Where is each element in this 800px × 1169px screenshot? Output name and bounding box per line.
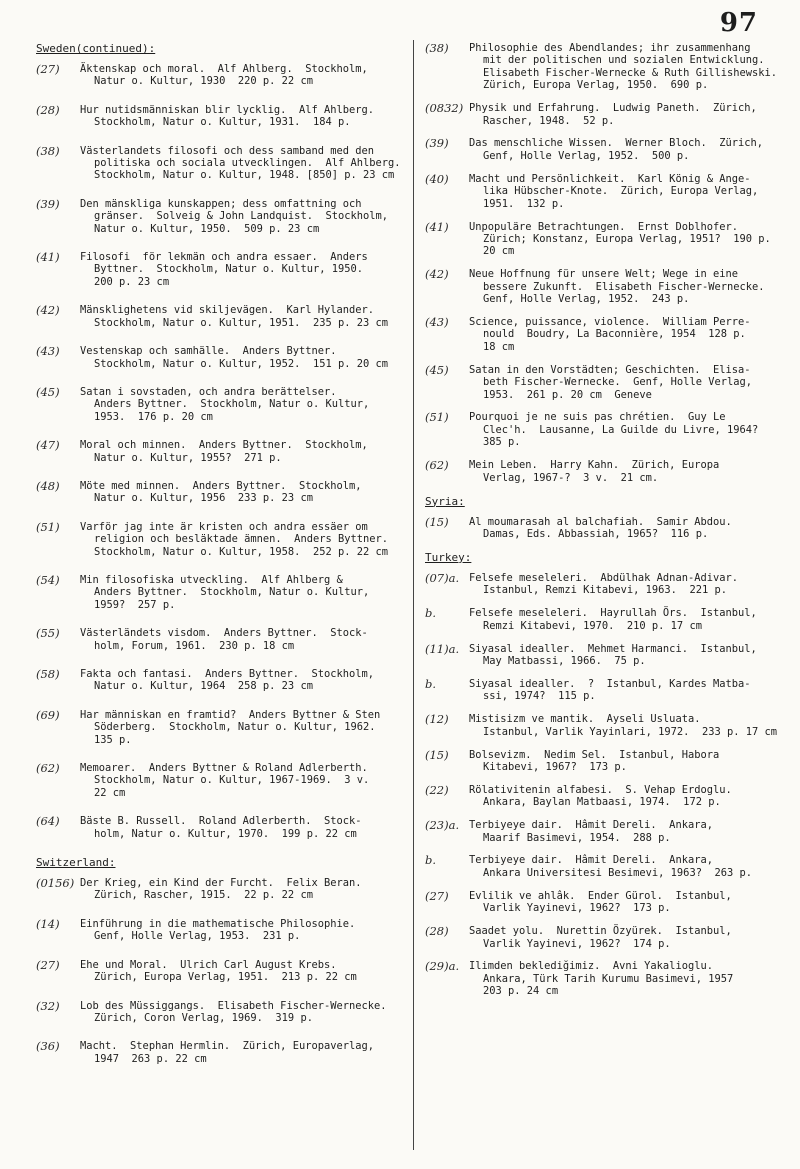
bibliography-entry [425, 960, 793, 997]
entry-imprint: Stockholm, Natur o. Kultur, 1931. 184 p. [94, 116, 351, 129]
entry-number: (55) [36, 626, 60, 641]
entry-imprint: Kitabevi, 1967? 173 p. [483, 760, 627, 773]
section-heading: Sweden(continued): [36, 42, 156, 55]
entry-number: (0156) [36, 876, 75, 891]
bibliography-entry [425, 516, 793, 541]
entry-title: Varför jag inte är kristen och andra essäer om [80, 520, 368, 533]
entry-imprint: Anders Byttner. Stockholm, Natur o. Kultur, 1959? 257 p. [94, 586, 370, 611]
bibliography-entry [36, 304, 406, 329]
bibliography-entry [425, 607, 793, 632]
entry-imprint: May Matbassi, 1966. 75 p. [483, 654, 646, 667]
column-divider [413, 40, 414, 1150]
entry-imprint: Genf, Holle Verlag, 1953. 231 p. [94, 930, 301, 943]
entry-title: Äktenskap och moral. Alf Ahlberg. Stockholm, [80, 63, 368, 75]
entry-imprint: bessere Zukunft. Elisabeth Fischer-Wernecke. Genf, Holle Verlag, 1952. 243 p. [483, 280, 765, 306]
entry-title: Lob des Müssiggangs. Elisabeth Fischer-Wernecke. [80, 999, 387, 1012]
entry-imprint: nould Boudry, La Baconnière, 1954 128 p. 18 cm [483, 328, 746, 353]
bibliography-entry [36, 815, 406, 840]
bibliography-entry [36, 521, 406, 558]
left-column [36, 42, 406, 1081]
bibliography-entry [36, 918, 406, 943]
entry-imprint: Rascher, 1948. 52 p. [483, 114, 615, 127]
entry-imprint: religion och besläktade ämnen. Anders Byttner. Stockholm, Natur o. Kultur, 1958. 252 p. 22 cm [94, 533, 389, 558]
entry-number: (27) [425, 888, 449, 903]
entry-number: (45) [425, 362, 449, 377]
entry-number: (38) [425, 41, 449, 55]
entry-number: b. [425, 853, 437, 868]
entry-imprint: mit der politischen und sozialen Entwicklung. Elisabeth Fischer-Wernecke & Ruth Gillishewski. Zürich, Europa Verlag, 1950. 690 p. [483, 54, 778, 92]
entry-imprint: lika Hübscher-Knote. Zürich, Europa Verlag, 1951. 132 p. [483, 185, 759, 210]
entry-title: Mistisizm ve mantik. Ayseli Usluata. [469, 713, 701, 726]
entry-imprint: Natur o. Kultur, 1930 220 p. 22 cm [94, 75, 313, 88]
entry-imprint: Varlik Yayinevi, 1962? 173 p. [483, 902, 671, 915]
bibliography-entry [36, 1000, 406, 1025]
bibliography-entry [425, 268, 793, 305]
entry-imprint: Clec'h. Lausanne, La Guilde du Livre, 1964? 385 p. [483, 423, 759, 449]
bibliography-entry [425, 316, 793, 353]
entry-title: Der Krieg, ein Kind der Furcht. Felix Beran. [80, 877, 362, 890]
entry-imprint: Zürich; Konstanz, Europa Verlag, 1951? 190 p. 20 cm [483, 232, 771, 258]
entry-number: (39) [36, 196, 60, 211]
entry-number: (48) [36, 478, 60, 493]
bibliography-entry [425, 819, 793, 844]
entry-title: Terbiyeye dair. Hâmit Dereli. Ankara, [469, 854, 713, 867]
entry-title: Mein Leben. Harry Kahn. Zürich, Europa [469, 459, 720, 472]
bibliography-entry [425, 713, 793, 738]
entry-title: Terbiyeye dair. Hâmit Dereli. Ankara, [469, 819, 713, 832]
entry-title: Bolsevizm. Nedim Sel. Istanbul, Habora [469, 748, 720, 761]
entry-imprint: Ankara Universitesi Besimevi, 1963? 263 p. [483, 866, 752, 879]
entry-title: Macht und Persönlichkeit. Karl König & Ange- [469, 172, 751, 185]
entry-imprint: gränser. Solveig & John Landquist. Stockholm, Natur o. Kultur, 1950. 509 p. 23 cm [94, 210, 389, 235]
entry-number: (27) [36, 62, 60, 76]
entry-number: (15) [425, 747, 449, 762]
entry-title: Siyasal idealler. ? Istanbul, Kardes Matba- [469, 677, 751, 690]
bibliography-entry [36, 959, 406, 984]
entry-imprint: Verlag, 1967-? 3 v. 21 cm. [483, 471, 659, 484]
entry-number: (12) [425, 712, 449, 727]
bibliography-entry [36, 668, 406, 693]
bibliography-entry [425, 173, 793, 210]
entry-title: Hur nutidsmänniskan blir lycklig. Alf Ahlberg. [80, 103, 375, 116]
section-heading: Turkey: [425, 550, 472, 564]
entry-title: Har människan en framtid? Anders Byttner & Sten [80, 708, 381, 721]
bibliography-entry [36, 762, 406, 799]
entry-imprint: politiska och sociala utvecklingen. Alf Ahlberg. Stockholm, Natur o. Kultur, 1948. [850] p. 23 cm [94, 157, 401, 182]
entry-number: (42) [425, 267, 449, 282]
entry-imprint: Ankara, Türk Tarih Kurumu Basimevi, 1957 203 p. 24 cm [483, 972, 734, 998]
bibliography-entry [425, 102, 793, 127]
entry-number: (62) [36, 761, 60, 776]
bibliography-entry [36, 574, 406, 611]
entry-imprint: Maarif Basimevi, 1954. 288 p. [483, 831, 671, 844]
bibliography-entry [425, 925, 793, 950]
entry-imprint: Söderberg. Stockholm, Natur o. Kultur, 1962. 135 p. [94, 721, 376, 746]
entry-imprint: Istanbul, Varlik Yayinlari, 1972. 233 p. 17 cm [483, 725, 778, 738]
entry-title: Möte med minnen. Anders Byttner. Stockholm, [80, 479, 362, 492]
bibliography-entry [425, 42, 793, 92]
entry-imprint: beth Fischer-Wernecke. Genf, Holle Verlag, 1953. 261 p. 20 cm Geneve [483, 376, 752, 401]
entry-title: Einführung in die mathematische Philosophie. [80, 917, 356, 930]
entry-title: Unpopuläre Betrachtungen. Ernst Doblhofer. [469, 220, 738, 233]
entry-number: (43) [425, 315, 449, 329]
entry-number: b. [425, 606, 437, 621]
bibliography-entry [36, 104, 406, 129]
entry-number: (28) [36, 102, 60, 117]
entry-title: Filosofi för lekmän och andra essaer. Anders [80, 251, 368, 264]
entry-title: Evlilik ve ahlâk. Ender Gürol. Istanbul, [469, 889, 732, 902]
entry-title: Satan in den Vorstädten; Geschichten. Elisa- [469, 363, 751, 376]
entry-title: Al moumarasah al balchafiah. Samir Abdou. [469, 515, 732, 528]
entry-imprint: Anders Byttner. Stockholm, Natur o. Kultur, 1953. 176 p. 20 cm [94, 398, 370, 423]
entry-title: Saadet yolu. Nurettin Özyürek. Istanbul, [469, 925, 732, 938]
entry-imprint: Natur o. Kultur, 1964 258 p. 23 cm [94, 680, 313, 693]
entry-title: Västerländets visdom. Anders Byttner. Stock- [80, 627, 368, 640]
entry-imprint: Damas, Eds. Abbassiah, 1965? 116 p. [483, 527, 709, 540]
entry-title: Physik und Erfahrung. Ludwig Paneth. Zürich, [469, 102, 757, 115]
bibliography-entry [36, 627, 406, 652]
entry-imprint: Byttner. Stockholm, Natur o. Kultur, 1950. 200 p. 23 cm [94, 263, 363, 288]
entry-title: Den mänskliga kunskappen; dess omfattning och [80, 197, 362, 210]
entry-number: (07)a. [425, 570, 460, 585]
bibliography-entry [425, 364, 793, 401]
entry-number: (39) [425, 136, 449, 151]
entry-number: (41) [425, 219, 449, 234]
entry-imprint: 1947 263 p. 22 cm [94, 1052, 207, 1065]
entry-imprint: Genf, Holle Verlag, 1952. 500 p. [483, 149, 690, 162]
entry-imprint: Stockholm, Natur o. Kultur, 1951. 235 p. 23 cm [94, 316, 389, 329]
entry-number: (58) [36, 667, 60, 681]
entry-title: Mänsklighetens vid skiljevägen. Karl Hylander. [80, 304, 375, 317]
bibliography-entry [36, 145, 406, 182]
bibliography-entry [425, 137, 793, 162]
entry-imprint: Stockholm, Natur o. Kultur, 1952. 151 p. 20 cm [94, 357, 389, 370]
entry-imprint: Zürich, Europa Verlag, 1951. 213 p. 22 cm [94, 971, 357, 984]
bibliography-entry [425, 890, 793, 915]
entry-number: (54) [36, 572, 60, 587]
entry-imprint: Zürich, Coron Verlag, 1969. 319 p. [94, 1011, 313, 1024]
entry-number: (47) [36, 438, 60, 453]
entry-title: Bäste B. Russell. Roland Adlerberth. Stock- [80, 815, 362, 828]
entry-title: Philosophie des Abendlandes; ihr zusammenhang [469, 42, 751, 54]
entry-title: Västerlandets filosofi och dess samband med den [80, 144, 375, 157]
entry-number: (11)a. [425, 641, 460, 656]
bibliography-entry [425, 749, 793, 774]
entry-number: (45) [36, 384, 60, 399]
entry-number: (51) [425, 410, 449, 425]
entry-number: (62) [425, 458, 449, 473]
entry-title: Vestenskap och samhälle. Anders Byttner. [80, 345, 337, 358]
entry-title: Min filosofiska utveckling. Alf Ahlberg & [80, 573, 343, 586]
entry-title: Neue Hoffnung für unsere Welt; Wege in eine [469, 268, 738, 281]
entry-number: (42) [36, 303, 60, 318]
entry-title: Moral och minnen. Anders Byttner. Stockholm, [80, 439, 368, 452]
entry-imprint: Ankara, Baylan Matbaasi, 1974. 172 p. [483, 796, 721, 809]
bibliography-entry [425, 221, 793, 258]
entry-imprint: Natur o. Kultur, 1956 233 p. 23 cm [94, 492, 313, 505]
entry-number: (27) [36, 957, 60, 972]
entry-number: (40) [425, 171, 449, 186]
entry-imprint: Istanbul, Remzi Kitabevi, 1963. 221 p. [483, 584, 727, 597]
entry-imprint: Remzi Kitabevi, 1970. 210 p. 17 cm [483, 619, 702, 632]
entry-title: Memoarer. Anders Byttner & Roland Adlerberth. [80, 762, 368, 775]
entry-number: (29)a. [425, 959, 460, 974]
entry-number: (41) [36, 250, 60, 265]
bibliography-entry [36, 439, 406, 464]
entry-number: b. [425, 676, 437, 691]
entry-imprint: ssi, 1974? 115 p. [483, 690, 596, 703]
entry-title: Ilimden beklediğimiz. Avni Yakalioglu. [469, 960, 713, 973]
bibliography-entry [425, 459, 793, 484]
entry-number: (15) [425, 514, 449, 529]
entry-number: (69) [36, 707, 60, 722]
bibliography-entry [425, 678, 793, 703]
entry-title: Science, puissance, violence. William Perre- [469, 316, 751, 328]
entry-imprint: holm, Natur o. Kultur, 1970. 199 p. 22 cm [94, 827, 357, 840]
bibliography-entry [36, 345, 406, 370]
entry-title: Ehe und Moral. Ulrich Carl August Krebs. [80, 958, 337, 971]
entry-number: (64) [36, 814, 60, 829]
entry-title: Das menschliche Wissen. Werner Bloch. Zürich, [469, 137, 764, 150]
entry-number: (38) [36, 143, 60, 158]
bibliography-entry [36, 198, 406, 235]
bibliography-entry [425, 572, 793, 597]
bibliography-entry [425, 411, 793, 448]
entry-number: (0832) [425, 101, 464, 116]
entry-number: (32) [36, 998, 60, 1013]
bibliography-entry [36, 63, 406, 88]
entry-title: Rölativitenin alfabesi. S. Vehap Erdoglu. [469, 783, 732, 796]
entry-title: Macht. Stephan Hermlin. Zürich, Europaverlag, [80, 1040, 375, 1053]
bibliography-entry [36, 1040, 406, 1065]
entry-title: Satan i sovstaden, och andra berättelser. [80, 385, 337, 398]
bibliography-entry [36, 709, 406, 746]
right-column [425, 42, 793, 1008]
entry-number: (28) [425, 924, 449, 939]
entry-title: Fakta och fantasi. Anders Byttner. Stockholm, [80, 668, 375, 680]
entry-title: Siyasal idealler. Mehmet Harmanci. Istanbul, [469, 642, 757, 655]
bibliography-entry [425, 854, 793, 879]
entry-title: Felsefe meseleleri. Hayrullah Örs. Istanbul, [469, 607, 757, 620]
entry-imprint: Natur o. Kultur, 1955? 271 p. [94, 451, 282, 464]
bibliography-entry [36, 877, 406, 902]
entry-number: (43) [36, 344, 60, 359]
entry-number: (14) [36, 916, 60, 931]
page-number: 97 [719, 8, 758, 38]
entry-imprint: Stockholm, Natur o. Kultur, 1967-1969. 3 v. 22 cm [94, 774, 370, 799]
entry-imprint: holm, Forum, 1961. 230 p. 18 cm [94, 639, 295, 652]
entry-title: Pourquoi je ne suis pas chrétien. Guy Le [469, 411, 726, 424]
entry-imprint: Varlik Yayinevi, 1962? 174 p. [483, 937, 671, 950]
entry-number: (22) [425, 782, 449, 797]
entry-title: Felsefe meseleleri. Abdülhak Adnan-Adivar. [469, 571, 738, 584]
bibliography-entry [36, 386, 406, 423]
entry-number: (51) [36, 519, 60, 534]
entry-number: (23)a. [425, 818, 460, 833]
section-heading: Switzerland: [36, 856, 116, 870]
bibliography-entry [36, 480, 406, 505]
section-heading: Syria: [425, 494, 465, 508]
bibliography-entry [36, 251, 406, 288]
entry-number: (36) [36, 1039, 60, 1054]
entry-imprint: Zürich, Rascher, 1915. 22 p. 22 cm [94, 889, 313, 902]
bibliography-entry [425, 784, 793, 809]
bibliography-entry [425, 643, 793, 668]
